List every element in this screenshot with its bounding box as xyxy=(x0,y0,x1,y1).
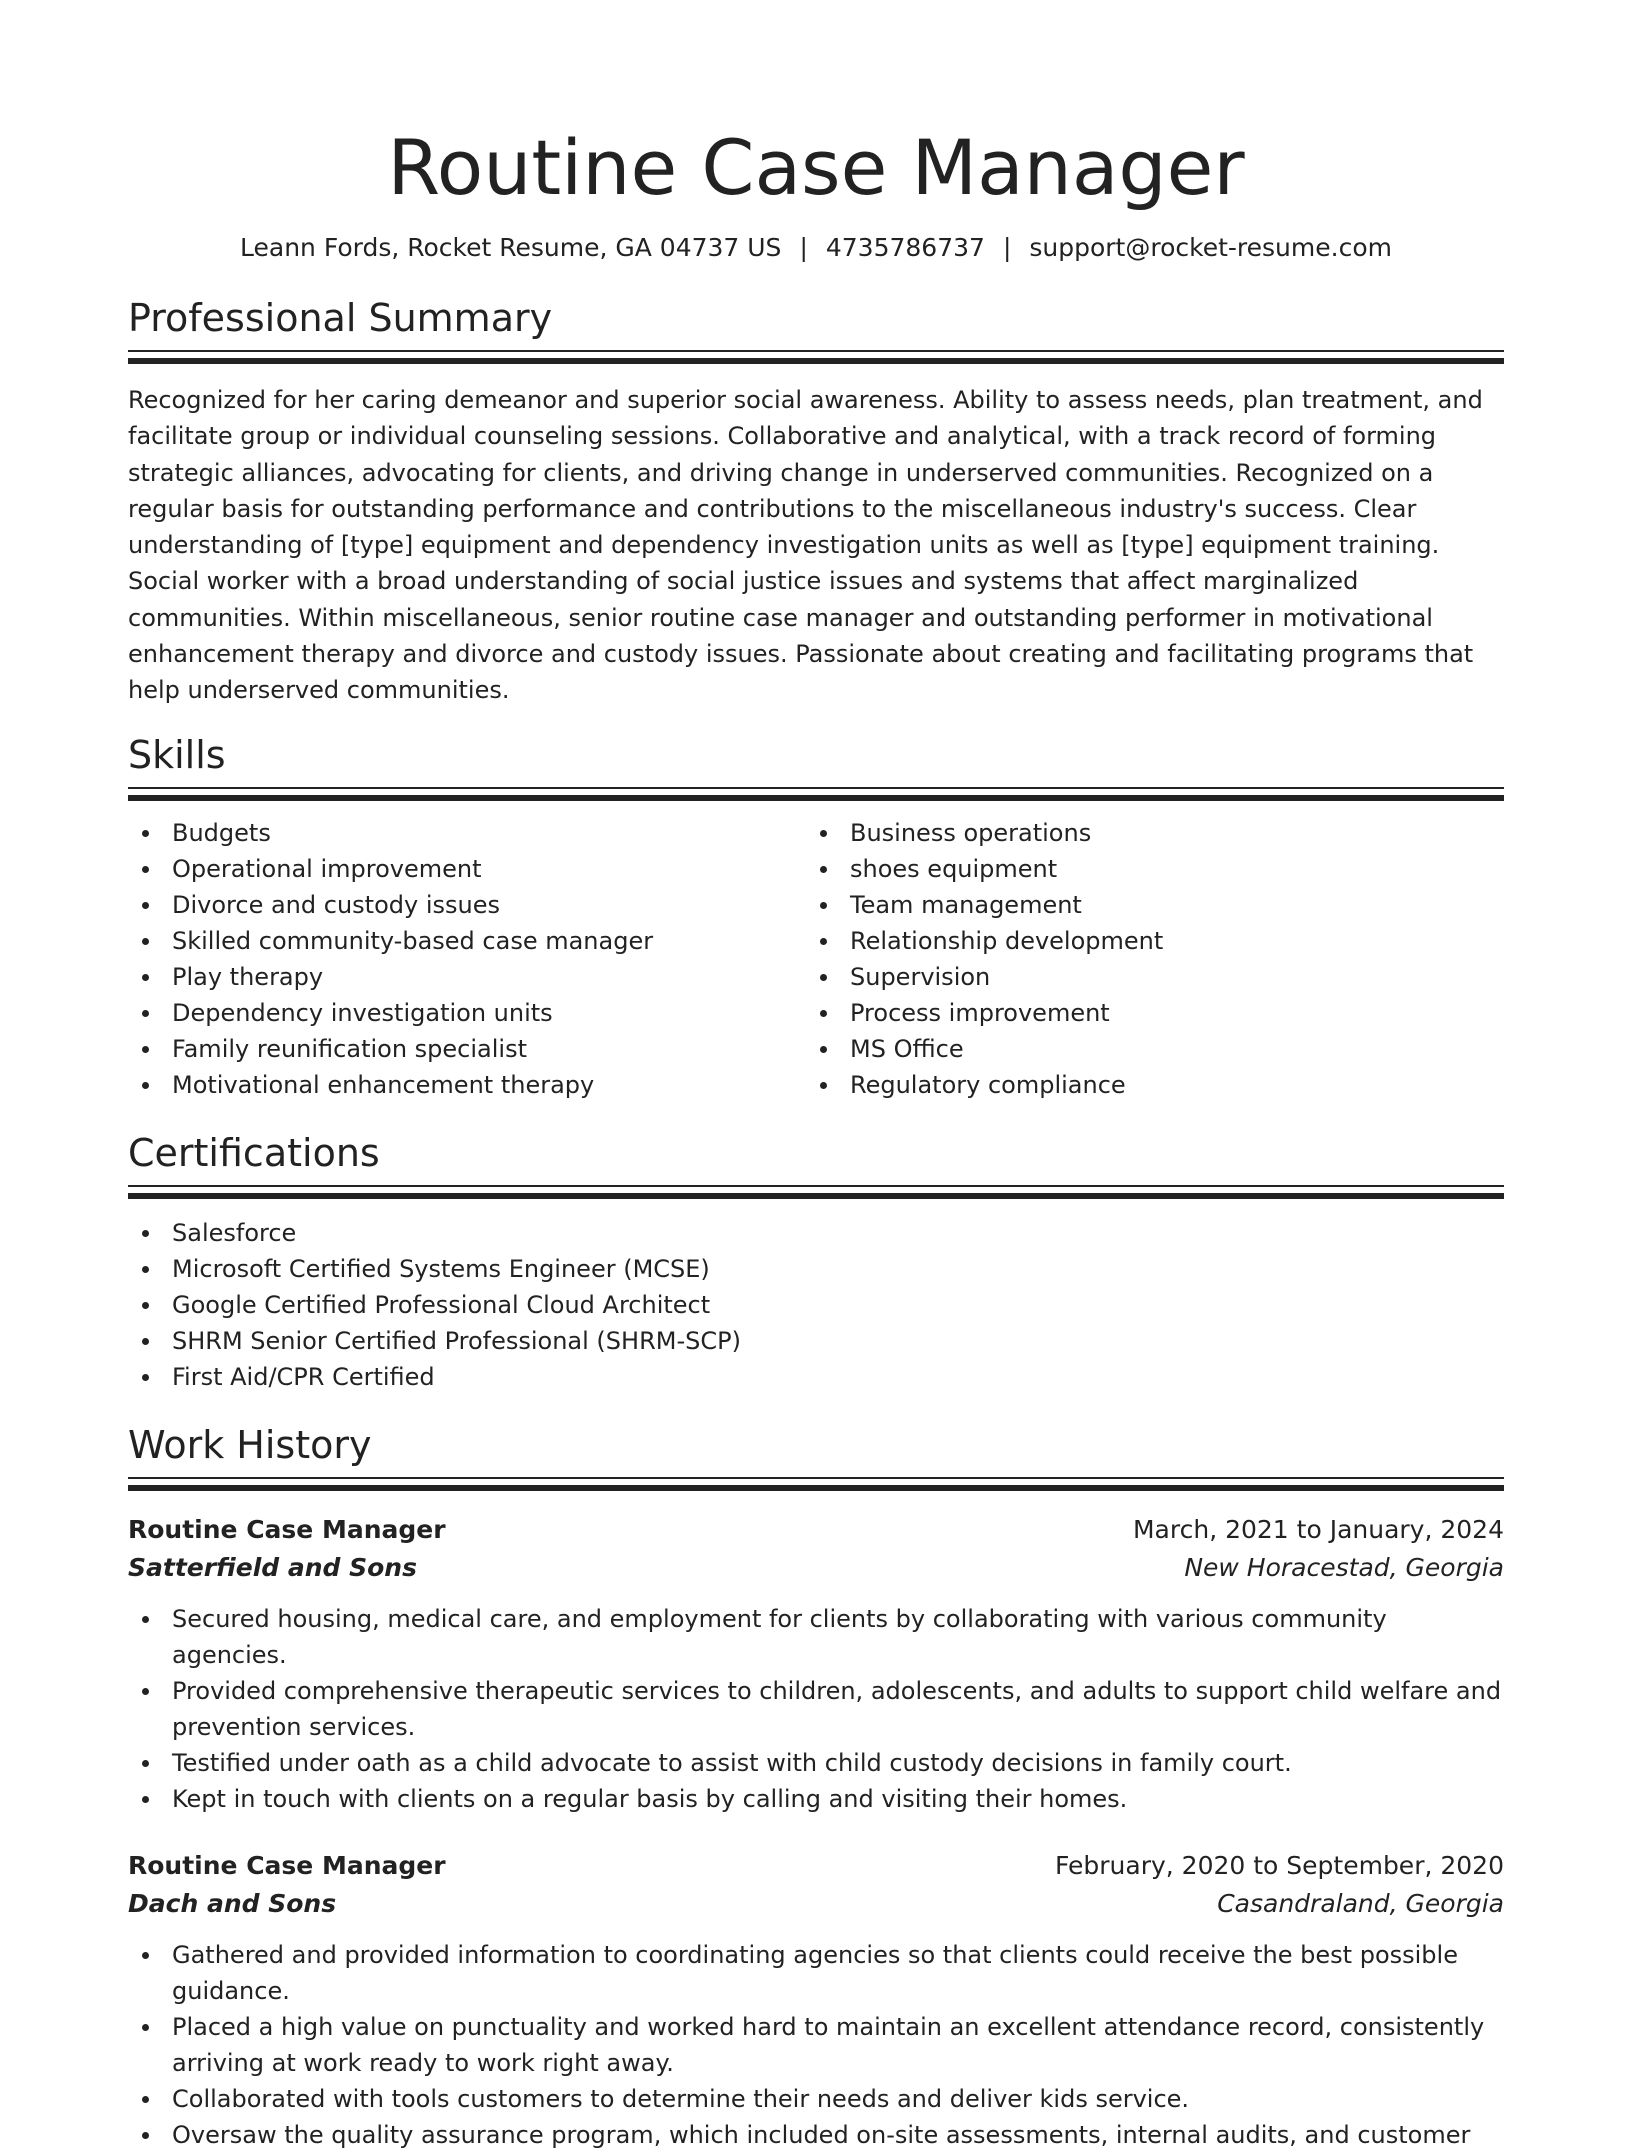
section-divider xyxy=(128,1477,1504,1493)
section-divider xyxy=(128,1185,1504,1201)
contact-separator: | xyxy=(1002,233,1012,262)
skill-item: Supervision xyxy=(806,959,1484,995)
summary-heading: Professional Summary xyxy=(128,296,553,340)
job-duty-item: Provided comprehensive therapeutic services to children, adolescents, and adults to support child welfare and prevention services. xyxy=(128,1673,1504,1745)
contact-separator: | xyxy=(799,233,808,262)
work-history-section xyxy=(128,1421,1504,2153)
certification-item: SHRM Senior Certified Professional (SHRM-SCP) xyxy=(128,1323,1504,1359)
skill-item: Team management xyxy=(806,887,1484,923)
job-header-row xyxy=(128,1511,1504,1549)
contact-phone: 4735786737 xyxy=(825,233,985,262)
job-duty-item: Secured housing, medical care, and employment for clients by collaborating with various community agencies. xyxy=(128,1601,1504,1673)
certification-item: Microsoft Certified Systems Engineer (MCSE) xyxy=(128,1251,1504,1287)
certifications-list xyxy=(128,1215,1504,1395)
job-company-row xyxy=(128,1885,1504,1923)
job-duty-item: Placed a high value on punctuality and worked hard to maintain an excellent attendance record, consistently arriving at work ready to work right away. xyxy=(128,2009,1504,2081)
job-duty-item: Oversaw the quality assurance program, which included on-site assessments, internal audits, and customer xyxy=(128,2117,1504,2153)
job-entry xyxy=(128,1847,1504,2153)
skill-item: Relationship development xyxy=(806,923,1484,959)
skill-item: shoes equipment xyxy=(806,851,1484,887)
skills-heading: Skills xyxy=(128,732,226,777)
job-dates: March, 2021 to January, 2024 xyxy=(1132,1514,1504,1544)
skills-section xyxy=(128,731,1504,1103)
skill-item: Family reunification specialist xyxy=(128,1031,806,1067)
skill-item: Play therapy xyxy=(128,959,806,995)
skill-item: Dependency investigation units xyxy=(128,995,806,1031)
certifications-heading: Certifications xyxy=(128,1130,380,1175)
skill-item: Process improvement xyxy=(806,995,1484,1031)
job-company: Satterfield and Sons xyxy=(128,1552,417,1582)
skill-item: Skilled community-based case manager xyxy=(128,923,806,959)
job-dates: February, 2020 to September, 2020 xyxy=(1055,1850,1504,1880)
summary-section xyxy=(128,294,1504,709)
work-history-heading: Work History xyxy=(128,1422,372,1467)
job-title: Routine Case Manager xyxy=(128,1514,446,1544)
job-company: Dach and Sons xyxy=(128,1888,337,1918)
section-divider xyxy=(128,350,1504,366)
job-duty-item: Testified under oath as a child advocate to assist with child custody decisions in family court. xyxy=(128,1745,1504,1781)
certification-item: Salesforce xyxy=(128,1215,1504,1251)
skills-list-left xyxy=(128,815,806,1103)
skill-item: Operational improvement xyxy=(128,851,806,887)
skills-list-right xyxy=(806,815,1484,1103)
skill-item: Business operations xyxy=(806,815,1484,851)
job-duty-item: Gathered and provided information to coordinating agencies so that clients could receive the best possible guidance. xyxy=(128,1937,1504,2009)
summary-text: Recognized for her caring demeanor and superior social awareness. Ability to assess needs, plan treatment, and facilitate group or individual counseling sessions. Collaborative and analytical, with a track record of forming strategic alliances, advocating for clients, and driving change in underserved communities. Recognized on a regular basis for outstanding performance and contributions to the miscellaneous industry's success. Clear understanding of [type] equipment and dependency investigation units as well as [type] equipment training. Social worker with a broad understanding of social justice issues and systems that affect marginalized communities. Within miscellaneous, senior routine case manager and outstanding performer in motivational enhancement therapy and divorce and custody issues. Passionate about creating and facilitating programs that help underserved communities. xyxy=(128,386,1483,705)
contact-line xyxy=(128,232,1504,264)
certification-item: First Aid/CPR Certified xyxy=(128,1359,1504,1395)
skill-item: Divorce and custody issues xyxy=(128,887,806,923)
resume-page xyxy=(128,0,1504,2149)
contact-email: support@rocket-resume.com xyxy=(1029,233,1392,262)
job-company-row xyxy=(128,1549,1504,1587)
job-title: Routine Case Manager xyxy=(128,1850,446,1880)
job-location: Casandraland, Georgia xyxy=(1217,1888,1504,1918)
job-duty-item: Collaborated with tools customers to determine their needs and deliver kids service. xyxy=(128,2081,1504,2117)
contact-address: Leann Fords, Rocket Resume, GA 04737 US xyxy=(240,233,782,262)
skill-item: Motivational enhancement therapy xyxy=(128,1067,806,1103)
skills-grid xyxy=(128,815,1504,1103)
section-divider xyxy=(128,787,1504,803)
certification-item: Google Certified Professional Cloud Architect xyxy=(128,1287,1504,1323)
resume-title: Routine Case Manager xyxy=(387,123,1245,212)
job-duties-list xyxy=(128,1601,1504,1817)
skill-item: Regulatory compliance xyxy=(806,1067,1484,1103)
job-entry xyxy=(128,1511,1504,1817)
skill-item: Budgets xyxy=(128,815,806,851)
certifications-section xyxy=(128,1129,1504,1395)
skill-item: MS Office xyxy=(806,1031,1484,1067)
job-duties-list xyxy=(128,1937,1504,2153)
job-location: New Horacestad, Georgia xyxy=(1184,1552,1504,1582)
job-header-row xyxy=(128,1847,1504,1885)
job-duty-item: Kept in touch with clients on a regular basis by calling and visiting their homes. xyxy=(128,1781,1504,1817)
